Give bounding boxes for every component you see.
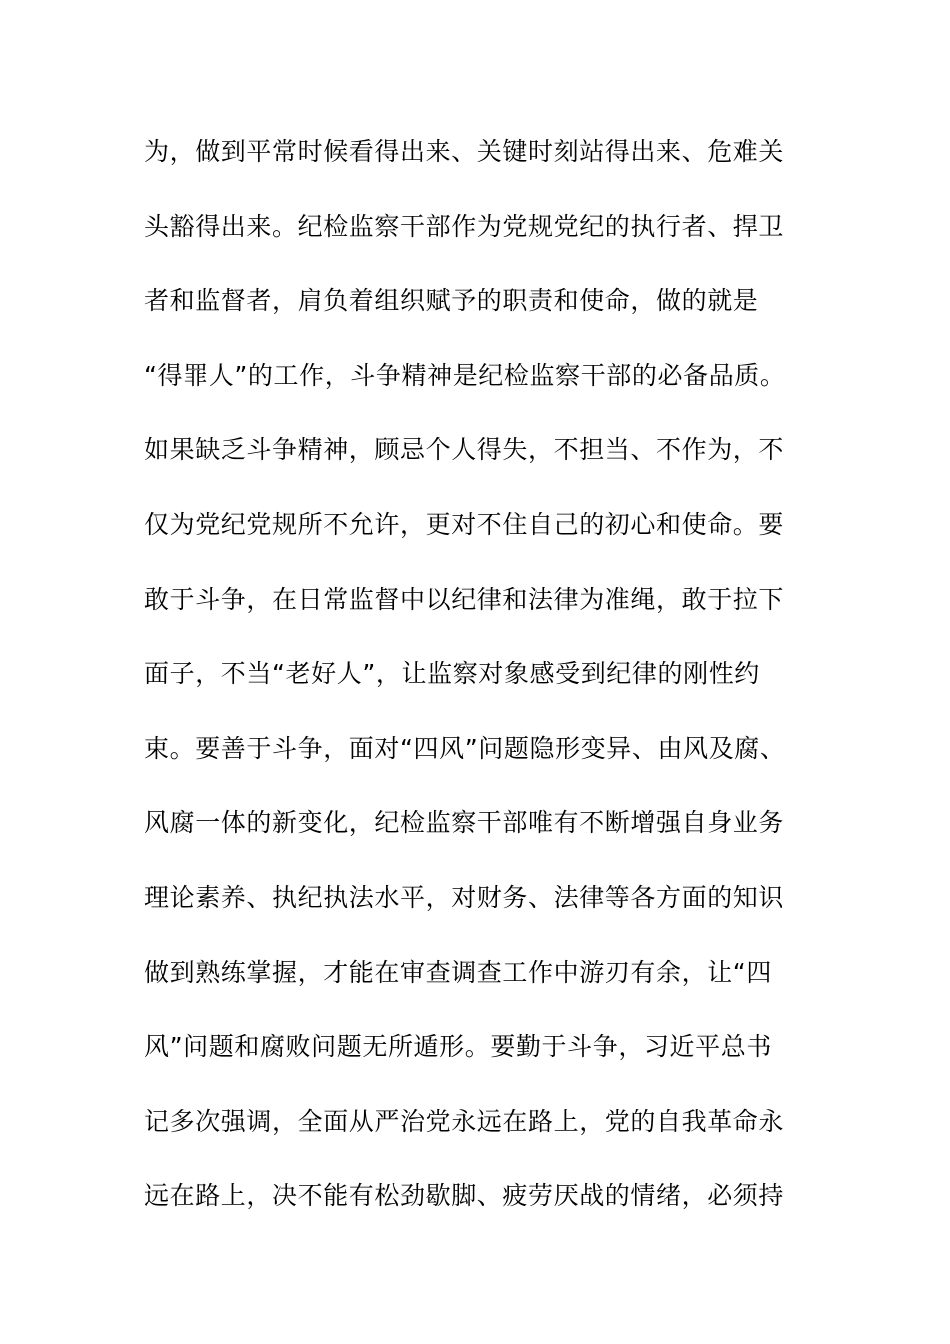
text-line-5: 如果缺乏斗争精神，顾忌个人得失，不担当、不作为，不 <box>144 435 785 465</box>
text-line-3: 者和监督者，肩负着组织赋予的职责和使命，做的就是 <box>144 286 759 316</box>
text-line-10: 风腐一体的新变化，纪检监察干部唯有不断增强自身业务 <box>144 808 785 838</box>
text-line-6: 仅为党纪党规所不允许，更对不住自己的初心和使命。要 <box>144 509 785 539</box>
text-line-14: 记多次强调，全面从严治党永远在路上，党的自我革命永 <box>144 1106 785 1136</box>
text-line-2: 头豁得出来。纪检监察干部作为党规党纪的执行者、捍卫 <box>144 211 785 241</box>
body-text <box>144 126 844 1245</box>
text-line-13: 风”问题和腐败问题无所遁形。要勤于斗争，习近平总书 <box>144 1032 772 1062</box>
text-line-12: 做到熟练掌握，才能在审查调查工作中游刃有余，让“四 <box>144 957 772 987</box>
text-line-8: 面子，不当“老好人”，让监察对象感受到纪律的刚性约 <box>144 659 760 689</box>
text-line-11: 理论素养、执纪执法水平，对财务、法律等各方面的知识 <box>144 882 785 912</box>
text-line-7: 敢于斗争，在日常监督中以纪律和法律为准绳，敢于拉下 <box>144 584 785 614</box>
text-line-9: 束。要善于斗争，面对“四风”问题隐形变异、由风及腐、 <box>144 733 786 763</box>
text-line-4: “得罪人”的工作，斗争精神是纪检监察干部的必备品质。 <box>144 360 786 390</box>
text-line-15: 远在路上，决不能有松劲歇脚、疲劳厌战的情绪，必须持 <box>144 1181 785 1211</box>
text-line-1: 为，做到平常时候看得出来、关键时刻站得出来、危难关 <box>144 137 785 166</box>
